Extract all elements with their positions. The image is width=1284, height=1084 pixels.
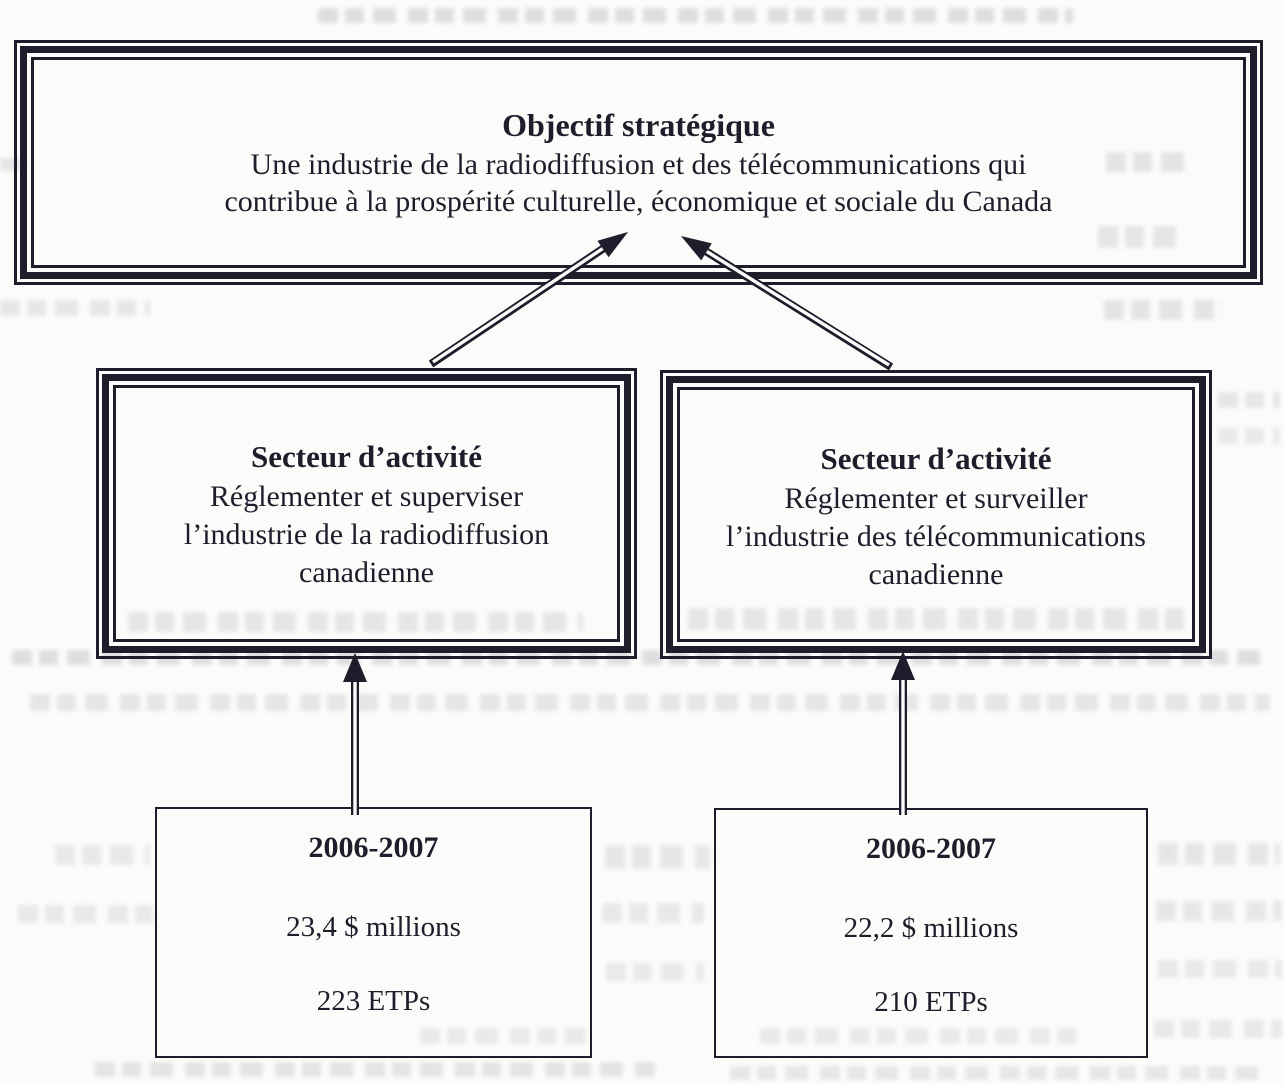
bleed-through-artifact [30, 694, 1270, 711]
sector-body-line1: Réglementer et superviser [209, 480, 524, 513]
bleed-through-artifact [1104, 300, 1222, 320]
sector-body-line3: canadienne [299, 556, 434, 589]
bleed-through-artifact [730, 1066, 1270, 1080]
sector-title: Secteur d’activité [251, 439, 482, 474]
resource-box-broadcasting [155, 807, 592, 1058]
objective-body-line2: contribue à la prospérité culturelle, économique et sociale du Canada [224, 185, 1053, 218]
sector-box-inner [677, 387, 1195, 642]
resource-ftes: 210 ETPs [874, 986, 988, 1018]
arrow-resources-to-telecommunications-sector [891, 651, 915, 815]
sector-body-line2: l’industrie des télécommunications [726, 520, 1146, 553]
bleed-through-artifact [1158, 843, 1280, 865]
bleed-through-artifact [1218, 392, 1280, 408]
resource-period: 2006-2007 [308, 831, 439, 864]
bleed-through-artifact [605, 845, 710, 869]
sector-box-broadcasting [96, 368, 637, 659]
bleed-through-artifact [602, 903, 704, 923]
objective-box-inner [31, 57, 1246, 268]
sector-body-line2: l’industrie de la radiodiffusion [183, 518, 550, 551]
sector-title: Secteur d’activité [820, 441, 1052, 476]
bleed-through-artifact [1156, 901, 1282, 921]
bleed-through-artifact [18, 905, 153, 923]
sector-box-mid-rule [666, 376, 1206, 653]
objective-body-line1: Une industrie de la radiodiffusion et des télécommunications qui [250, 148, 1027, 181]
sector-box-inner [113, 385, 620, 642]
bleed-through-artifact [1154, 1020, 1282, 1038]
objective-box [14, 40, 1263, 285]
bleed-through-artifact [1158, 960, 1282, 978]
bleed-through-artifact [95, 1062, 655, 1077]
resource-ftes: 223 ETPs [316, 985, 431, 1017]
resource-budget: 22,2 $ millions [843, 912, 1019, 944]
sector-box-telecommunications [660, 370, 1212, 659]
bleed-through-artifact [0, 300, 150, 316]
resource-box-telecommunications [714, 808, 1148, 1058]
resource-period: 2006-2007 [866, 832, 996, 865]
arrow-resources-to-broadcasting-sector [343, 653, 367, 815]
sector-box-mid-rule [102, 374, 631, 653]
bleed-through-artifact [55, 845, 150, 865]
bleed-through-artifact [318, 8, 1073, 23]
sector-body-line3: canadienne [868, 558, 1004, 591]
bleed-through-artifact [1218, 428, 1280, 444]
objective-title: Objectif stratégique [502, 107, 775, 143]
sector-body-line1: Réglementer et surveiller [784, 482, 1088, 515]
bleed-through-artifact [606, 963, 704, 981]
objective-box-mid-rule [20, 46, 1257, 279]
resource-budget: 23,4 $ millions [286, 911, 461, 943]
